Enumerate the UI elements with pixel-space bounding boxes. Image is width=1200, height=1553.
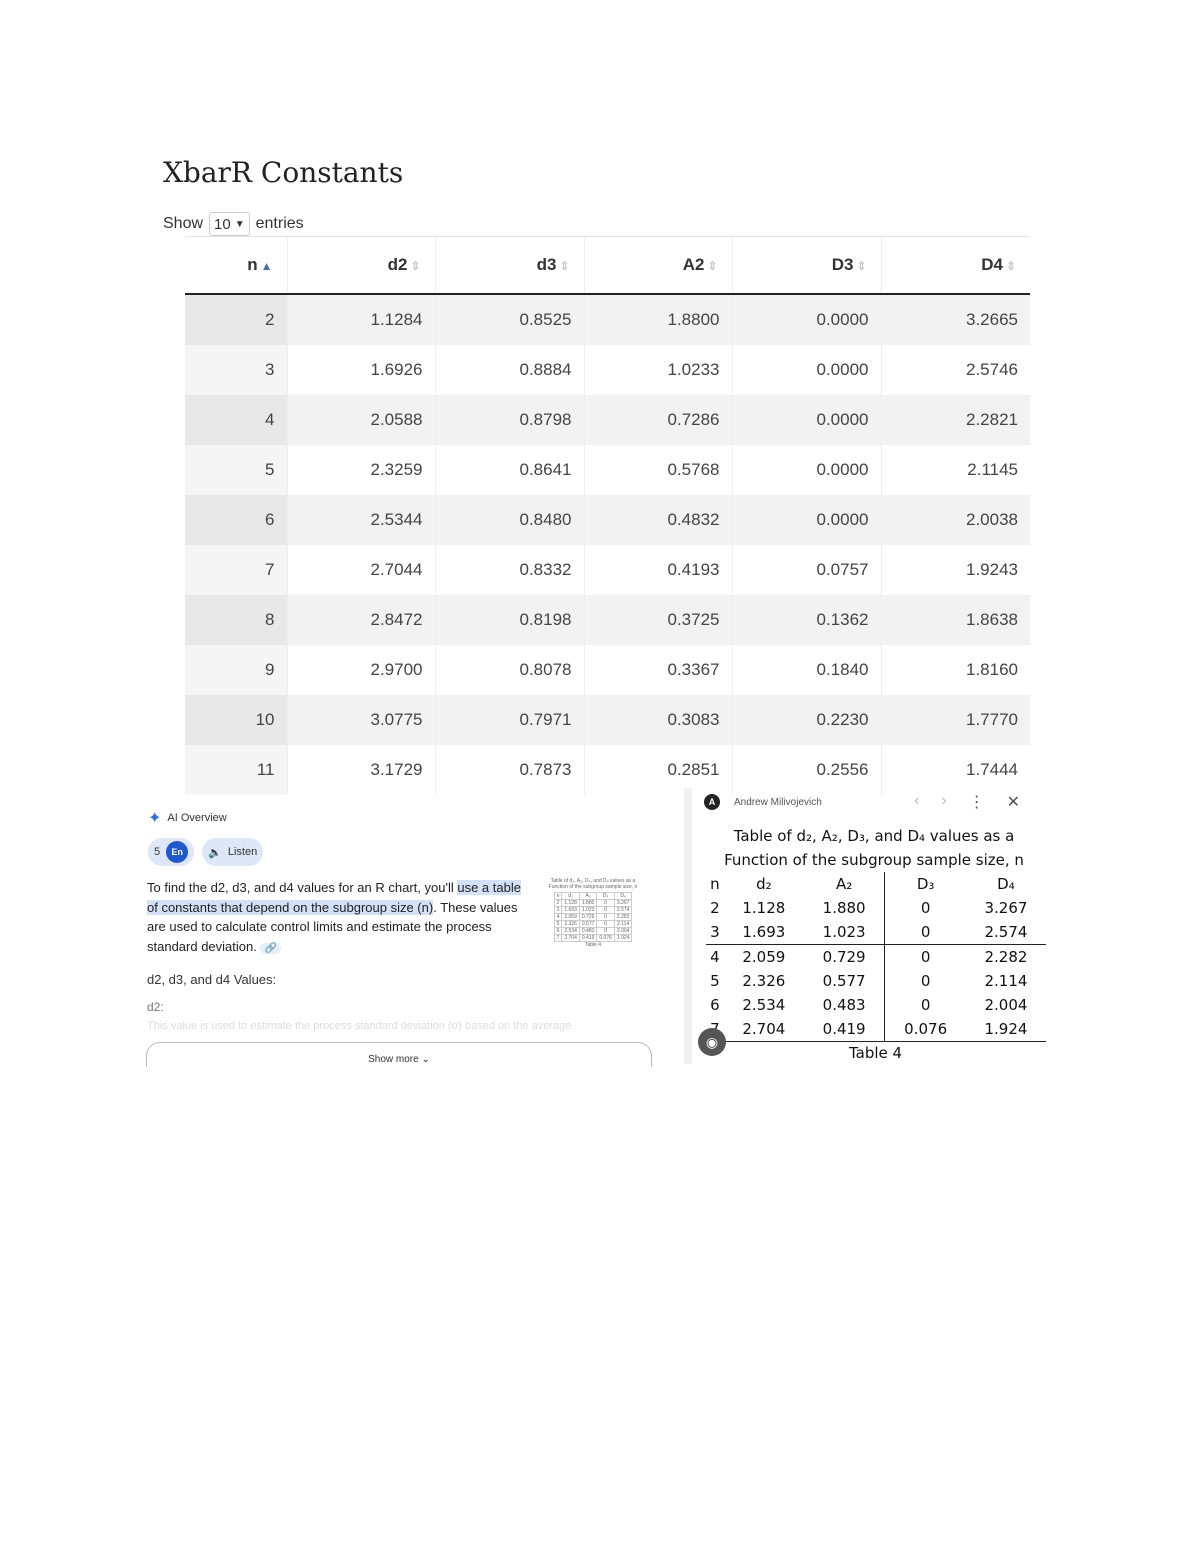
chevron-left-icon[interactable]: ‹ — [914, 792, 920, 809]
page-title: XbarR Constants — [163, 156, 404, 189]
ai-text-part: . These values are used to calculate control limits and estimate the process standard deviation. — [147, 899, 518, 954]
table-cell: 0.3725 — [584, 595, 732, 645]
image-table-cell: 0.729 — [822, 948, 866, 966]
table-cell: 2.7044 — [287, 545, 435, 595]
thumbnail-cell: 5 — [554, 921, 562, 928]
column-header-label: D3 — [831, 255, 854, 274]
image-table-cell: 1.023 — [804, 920, 885, 945]
thumbnail-cell: 1.924 — [614, 935, 632, 942]
column-header-label: D4 — [981, 255, 1003, 274]
image-table-cell: 5 — [710, 972, 720, 990]
column-header-0[interactable] — [185, 237, 287, 295]
sort-icon: ⇕ — [856, 259, 867, 273]
image-table-cell: 0 — [885, 969, 966, 993]
constants-image-table — [706, 872, 1046, 1042]
image-table-cell: 1.880 — [822, 899, 866, 917]
table-cell: 2 — [185, 294, 287, 345]
thumbnail-row — [554, 921, 632, 928]
table-cell: 0.8798 — [435, 395, 584, 445]
caption-line-2: Function of the subgroup sample size, n — [724, 851, 1024, 869]
image-table-cell: 2.534 — [742, 996, 786, 1014]
image-table-cell: 0 — [885, 896, 966, 920]
table-row — [185, 345, 1030, 395]
image-table-header: A₂ — [835, 875, 853, 893]
thumbnail-cell: D₄ — [614, 893, 632, 900]
table-cell: 3.0775 — [287, 695, 435, 745]
more-options-icon[interactable]: ⋮ — [968, 794, 985, 811]
source-thumbnail[interactable] — [536, 878, 650, 964]
thumbnail-cell: 1.880 — [579, 900, 597, 907]
ai-overview-text — [147, 878, 529, 958]
image-table-header-row — [706, 872, 1046, 896]
thumbnail-cell: 1.128 — [562, 900, 580, 907]
column-header-4[interactable] — [732, 237, 881, 295]
table-cell: 1.1284 — [287, 294, 435, 345]
table-cell: 4 — [185, 395, 287, 445]
table-cell: 2.2821 — [881, 395, 1030, 445]
show-more-button[interactable] — [146, 1042, 652, 1067]
show-more-label: Show more — [368, 1054, 419, 1065]
constants-table — [185, 236, 1030, 795]
ai-faded-text: This value is used to estimate the process standard deviation (σ) based on the average — [147, 1020, 572, 1032]
thumbnail-cell: 3.267 — [614, 900, 632, 907]
table-cell: 0.8641 — [435, 445, 584, 495]
table-cell: 0.8332 — [435, 545, 584, 595]
table-cell: 1.8160 — [881, 645, 1030, 695]
table-cell: 2.1145 — [881, 445, 1030, 495]
table-cell: 2.5344 — [287, 495, 435, 545]
table-cell: 1.6926 — [287, 345, 435, 395]
ai-text-part: To find the d2, d3, and d4 values for an R chart, you'll — [147, 880, 458, 895]
chevron-down-icon: ▼ — [234, 218, 245, 230]
table-cell: 0.7873 — [435, 745, 584, 795]
ai-overview-title: AI Overview — [167, 812, 227, 824]
table-cell: 0.8884 — [435, 345, 584, 395]
chevron-down-icon: ⌄ — [421, 1054, 430, 1065]
table-cell: 2.8472 — [287, 595, 435, 645]
sort-icon: ⇕ — [559, 259, 570, 273]
table-cell: 0.1362 — [732, 595, 881, 645]
entries-label: entries — [255, 215, 304, 232]
thumbnail-cell: 2 — [554, 900, 562, 907]
thumbnail-cell: D₃ — [597, 893, 615, 900]
thumbnail-cell: 3 — [554, 907, 562, 914]
image-table-cell: 2.059 — [742, 948, 786, 966]
thumbnail-cell: 0 — [597, 900, 615, 907]
image-table-header: D₃ — [885, 872, 966, 896]
table-cell: 6 — [185, 495, 287, 545]
table-cell: 1.0233 — [584, 345, 732, 395]
viewer-header — [704, 794, 822, 810]
show-label: Show — [163, 215, 204, 232]
table-row — [185, 695, 1030, 745]
table-cell: 0.0000 — [732, 345, 881, 395]
image-table-cell: 2.326 — [742, 972, 786, 990]
table-cell: 2.0038 — [881, 495, 1030, 545]
image-table-cell: 4 — [710, 948, 720, 966]
thumbnail-cell: A₂ — [579, 893, 597, 900]
thumbnail-cell: 7 — [554, 935, 562, 942]
link-icon[interactable]: 🔗 — [260, 943, 280, 954]
image-table-cell: 2 — [710, 899, 720, 917]
table-cell: 1.9243 — [881, 545, 1030, 595]
ai-subheading: d2, d3, and d4 Values: — [147, 972, 277, 987]
table-cell: 10 — [185, 695, 287, 745]
image-table-row — [706, 1017, 1046, 1042]
entries-select[interactable] — [209, 212, 250, 236]
thumbnail-cell: 0.577 — [579, 921, 597, 928]
image-table-cell: 1.693 — [724, 920, 804, 945]
caption-line-1: Table of d₂, A₂, D₃, and D₄ values as a — [733, 827, 1015, 845]
image-table-cell: 0 — [885, 920, 966, 945]
close-icon[interactable]: ✕ — [1006, 794, 1021, 811]
image-viewer-panel — [684, 788, 1050, 1064]
thumbnail-cell: 2.059 — [562, 914, 580, 921]
thumbnail-row — [554, 928, 632, 935]
table-body — [185, 294, 1030, 795]
entries-select-value: 10 — [214, 215, 231, 233]
ai-overview-header — [148, 808, 227, 828]
thumbnail-table-caption: Table 4 — [584, 942, 602, 948]
table-cell: 2.5746 — [881, 345, 1030, 395]
thumbnail-row — [554, 907, 632, 914]
image-table-cell: 2.114 — [984, 972, 1028, 990]
image-table-row — [706, 945, 1046, 970]
thumbnail-cell: 2.282 — [614, 914, 632, 921]
image-table-cell: 0 — [885, 945, 966, 970]
table-cell: 1.7770 — [881, 695, 1030, 745]
image-table-cell: 1.924 — [966, 1017, 1046, 1042]
author-avatar[interactable]: A — [704, 794, 720, 810]
thumbnail-caption-1: Table of d₂, A₂, D₃, and D₄ values as a — [550, 878, 636, 884]
listen-button[interactable] — [202, 838, 263, 866]
table-cell: 0.0000 — [732, 445, 881, 495]
image-table-cell: 0.577 — [822, 972, 866, 990]
thumbnail-cell: 0 — [597, 928, 615, 935]
table-cell: 2.0588 — [287, 395, 435, 445]
table-cell: 1.8638 — [881, 595, 1030, 645]
thumbnail-row — [554, 935, 632, 942]
thumbnail-cell: 0 — [597, 914, 615, 921]
table-cell: 11 — [185, 745, 287, 795]
table-cell: 0.8198 — [435, 595, 584, 645]
thumbnail-cell: d₂ — [562, 893, 580, 900]
table-row — [185, 445, 1030, 495]
table-cell: 2.9700 — [287, 645, 435, 695]
column-header-label: A2 — [682, 255, 705, 274]
column-header-label: n — [247, 255, 258, 274]
column-header-label: d2 — [387, 255, 408, 274]
table-cell: 0.8525 — [435, 294, 584, 345]
thumbnail-cell: 0.076 — [597, 935, 615, 942]
thumbnail-cell: 2.004 — [614, 928, 632, 935]
thumbnail-cell: 0 — [597, 921, 615, 928]
table-row — [185, 595, 1030, 645]
table-cell: 0.0000 — [732, 495, 881, 545]
author-name[interactable]: Andrew Milivojevich — [734, 796, 822, 808]
table-cell: 3.1729 — [287, 745, 435, 795]
image-table-row — [706, 993, 1046, 1017]
length-menu — [163, 212, 304, 236]
ai-controls — [148, 838, 263, 866]
table-cell: 9 — [185, 645, 287, 695]
table-cell: 1.7444 — [881, 745, 1030, 795]
table-cell: 0.3367 — [584, 645, 732, 695]
table-row — [185, 495, 1030, 545]
thumbnail-cell: 1.693 — [562, 907, 580, 914]
column-header-2[interactable] — [435, 237, 584, 295]
image-table-cell: 2.704 — [724, 1017, 804, 1042]
image-table-cell: 0.483 — [822, 996, 866, 1014]
thumbnail-cell: 2.704 — [562, 935, 580, 942]
image-table-cell: 3.267 — [984, 899, 1028, 917]
listen-label: Listen — [227, 846, 258, 858]
thumbnail-caption-2: Function of the subgroup sample size, n — [548, 884, 638, 890]
d2-label: d2: — [147, 1000, 164, 1014]
thumbnail-cell: 4 — [554, 914, 562, 921]
image-table-row — [706, 896, 1046, 920]
thumbnail-cell: 2.534 — [562, 928, 580, 935]
table-cell: 2.3259 — [287, 445, 435, 495]
table-cell: 0.2851 — [584, 745, 732, 795]
table-cell: 0.4832 — [584, 495, 732, 545]
thumbnail-cell: 2.574 — [614, 907, 632, 914]
speaker-icon: 🔈 — [208, 846, 222, 859]
image-table-header: n — [710, 875, 720, 893]
table-row — [185, 645, 1030, 695]
image-table-row — [706, 969, 1046, 993]
column-header-3[interactable] — [584, 237, 732, 295]
table-cell: 0.2556 — [732, 745, 881, 795]
table-cell: 0.1840 — [732, 645, 881, 695]
column-header-label: d3 — [536, 255, 557, 274]
thumbnail-row — [554, 893, 632, 900]
table-cell: 7 — [185, 545, 287, 595]
chevron-right-icon[interactable]: › — [941, 792, 947, 809]
image-table-cell: 2.004 — [984, 996, 1028, 1014]
image-table-cell: 0.419 — [804, 1017, 885, 1042]
image-table-cell: 2.282 — [984, 948, 1028, 966]
table-caption: Table 4 — [849, 1044, 903, 1062]
image-table-cell: 6 — [710, 996, 720, 1014]
table-cell: 0.4193 — [584, 545, 732, 595]
thumbnail-row — [554, 900, 632, 907]
image-caption — [714, 824, 1034, 872]
thumbnail-table — [554, 892, 633, 942]
language-option-1[interactable]: 5 — [154, 846, 161, 858]
table-cell: 0.7286 — [584, 395, 732, 445]
ai-text-highlight: use a table of constants that depend on the subgroup size (n) — [147, 880, 521, 915]
language-option-en[interactable]: En — [166, 841, 188, 863]
table-cell: 0.8480 — [435, 495, 584, 545]
language-toggle[interactable] — [148, 838, 194, 866]
thumbnail-cell: 0.729 — [579, 914, 597, 921]
thumbnail-cell: 1.023 — [579, 907, 597, 914]
image-table-cell: 1.128 — [742, 899, 786, 917]
thumbnail-cell: 2.114 — [614, 921, 632, 928]
thumbnail-cell: 0 — [597, 907, 615, 914]
table-cell: 0.7971 — [435, 695, 584, 745]
sort-icon: ⇕ — [707, 259, 718, 273]
table-cell: 3.2665 — [881, 294, 1030, 345]
sort-asc-icon: ▲ — [260, 259, 273, 273]
table-cell: 1.8800 — [584, 294, 732, 345]
thumbnail-cell: n — [554, 893, 562, 900]
image-table-row — [706, 920, 1046, 945]
image-table-cell: 0.076 — [885, 1017, 966, 1042]
image-table-cell: 2.574 — [966, 920, 1046, 945]
table-row — [185, 294, 1030, 345]
sparkle-icon: ✦ — [148, 810, 162, 827]
table-row — [185, 545, 1030, 595]
sort-icon: ⇕ — [410, 259, 421, 273]
table-cell: 0.0000 — [732, 294, 881, 345]
thumbnail-cell: 6 — [554, 928, 562, 935]
thumbnail-row — [554, 914, 632, 921]
table-row — [185, 395, 1030, 445]
column-header-5[interactable] — [881, 237, 1030, 295]
table-cell: 0.2230 — [732, 695, 881, 745]
viewer-scrollbar[interactable] — [684, 788, 692, 1064]
ai-overview-panel — [146, 800, 652, 1066]
thumbnail-cell: 2.326 — [562, 921, 580, 928]
image-table-cell: 0 — [885, 993, 966, 1017]
table-cell: 0.0757 — [732, 545, 881, 595]
image-table-header: D₄ — [997, 875, 1015, 893]
thumbnail-cell: 0.483 — [579, 928, 597, 935]
table-cell: 0.3083 — [584, 695, 732, 745]
column-header-1[interactable] — [287, 237, 435, 295]
table-cell: 0.8078 — [435, 645, 584, 695]
sort-icon: ⇕ — [1005, 259, 1016, 273]
viewer-nav — [914, 792, 1020, 812]
table-cell: 5 — [185, 445, 287, 495]
table-cell: 3 — [185, 345, 287, 395]
table-cell: 0.5768 — [584, 445, 732, 495]
lens-icon[interactable]: ◉ — [698, 1028, 726, 1056]
table-header-row — [185, 237, 1030, 295]
image-table-header: d₂ — [756, 875, 772, 893]
table-cell: 8 — [185, 595, 287, 645]
image-table-cell: 3 — [706, 920, 724, 945]
table-cell: 0.0000 — [732, 395, 881, 445]
thumbnail-cell: 0.419 — [579, 935, 597, 942]
